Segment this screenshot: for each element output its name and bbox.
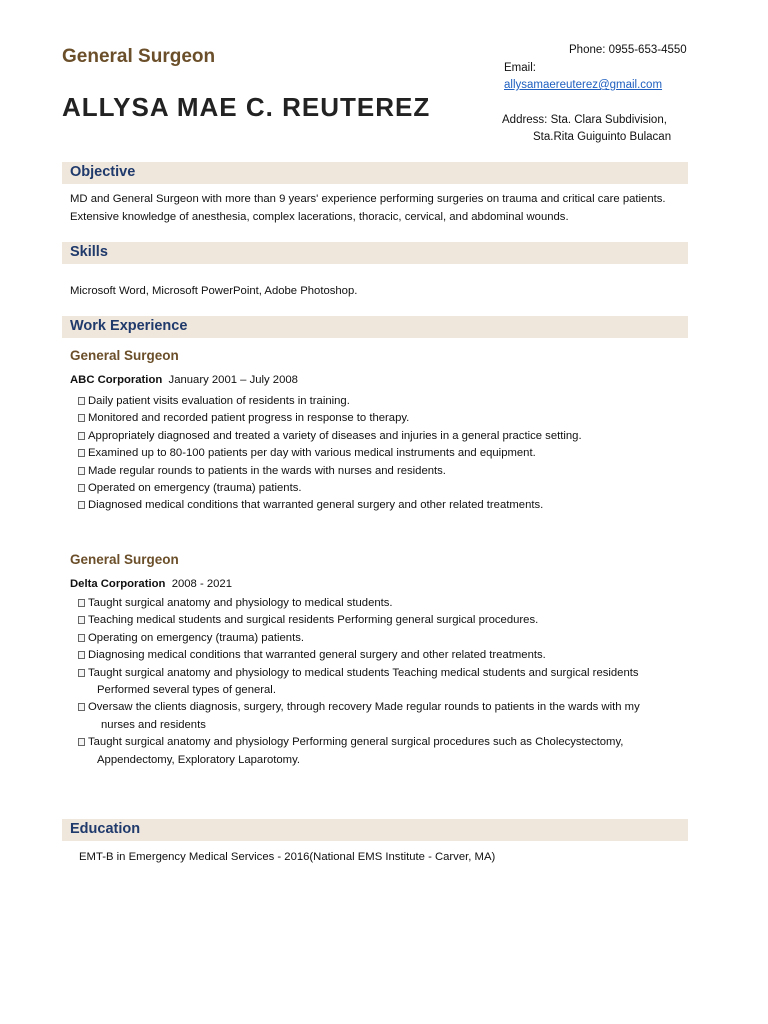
- candidate-name: ALLYSA MAE C. REUTEREZ: [62, 92, 431, 122]
- job-1-role: General Surgeon: [70, 348, 179, 363]
- work-section-bar: [62, 316, 688, 338]
- email-label: Email:: [504, 62, 536, 74]
- work-heading: Work Experience: [70, 318, 188, 334]
- list-item: Teaching medical students and surgical residents Performing general surgical procedures.: [78, 612, 678, 629]
- bullet-box-icon: [78, 599, 85, 607]
- list-item: Appropriately diagnosed and treated a variety of diseases and injuries in a general practice setting.: [78, 428, 678, 445]
- job-2-role: General Surgeon: [70, 552, 179, 567]
- bullet-box-icon: [78, 669, 85, 677]
- bullet-box-icon: [78, 484, 85, 492]
- job-2-dates: 2008 - 2021: [171, 578, 232, 590]
- objective-section-bar: [62, 162, 688, 184]
- job-2-bullets: [78, 595, 678, 769]
- list-item: Daily patient visits evaluation of residents in training.: [78, 393, 678, 410]
- bullet-box-icon: [78, 397, 85, 405]
- bullet-box-icon: [78, 634, 85, 642]
- list-item: Made regular rounds to patients in the wards with nurses and residents.: [78, 463, 678, 480]
- education-section-bar: [62, 819, 688, 841]
- skills-heading: Skills: [70, 244, 108, 260]
- job-1-company: ABC Corporation: [70, 374, 163, 386]
- address-line-1: Address: Sta. Clara Subdivision,: [502, 114, 667, 126]
- bullet-box-icon: [78, 432, 85, 440]
- list-item: Oversaw the clients diagnosis, surgery, through recovery Made regular rounds to patients in the wards with my nurses and residents: [78, 699, 678, 734]
- list-item: Operating on emergency (trauma) patients.: [78, 630, 678, 647]
- education-heading: Education: [70, 821, 141, 837]
- list-item: Taught surgical anatomy and physiology to medical students.: [78, 595, 678, 612]
- list-item: Diagnosing medical conditions that warranted general surgery and other related treatments.: [78, 647, 678, 664]
- job-2-company-line: [70, 578, 232, 590]
- list-item: Operated on emergency (trauma) patients.: [78, 480, 678, 497]
- list-item: Taught surgical anatomy and physiology Performing general surgical procedures such as Cholecystectomy, Appendectomy, Exploratory Laparotomy.: [78, 734, 678, 769]
- header-job-title: General Surgeon: [62, 46, 216, 67]
- job-1-dates: January 2001 – July 2008: [168, 374, 298, 386]
- bullet-box-icon: [78, 703, 85, 711]
- list-item: Examined up to 80-100 patients per day with various medical instruments and equipment.: [78, 445, 678, 462]
- objective-line-1: MD and General Surgeon with more than 9 years' experience performing surgeries on trauma and critical care patients.: [70, 193, 666, 205]
- bullet-box-icon: [78, 414, 85, 422]
- job-1-company-line: [70, 374, 298, 386]
- bullet-box-icon: [78, 467, 85, 475]
- list-item: Diagnosed medical conditions that warranted general surgery and other related treatments.: [78, 497, 678, 514]
- bullet-box-icon: [78, 449, 85, 457]
- bullet-box-icon: [78, 738, 85, 746]
- education-text: EMT-B in Emergency Medical Services - 2016(National EMS Institute - Carver, MA): [79, 851, 496, 863]
- objective-heading: Objective: [70, 164, 136, 180]
- bullet-box-icon: [78, 616, 85, 624]
- job-2-company: Delta Corporation: [70, 578, 166, 590]
- email-link[interactable]: allysamaereuterez@gmail.com: [504, 79, 663, 91]
- objective-text: [70, 190, 690, 226]
- bullet-box-icon: [78, 651, 85, 659]
- address-line-2: Sta.Rita Guiguinto Bulacan: [533, 131, 672, 143]
- objective-line-2: Extensive knowledge of anesthesia, complex lacerations, thoracic, cervical, and abdominal wounds.: [70, 211, 569, 223]
- list-item: Taught surgical anatomy and physiology to medical students Teaching medical students and surgical residents Performed several types of general.: [78, 665, 678, 700]
- job-1-bullets: [78, 393, 678, 515]
- skills-section-bar: [62, 242, 688, 264]
- bullet-box-icon: [78, 501, 85, 509]
- phone-number: Phone: 0955-653-4550: [569, 44, 687, 56]
- list-item: Monitored and recorded patient progress in response to therapy.: [78, 410, 678, 427]
- skills-text: Microsoft Word, Microsoft PowerPoint, Adobe Photoshop.: [70, 285, 358, 297]
